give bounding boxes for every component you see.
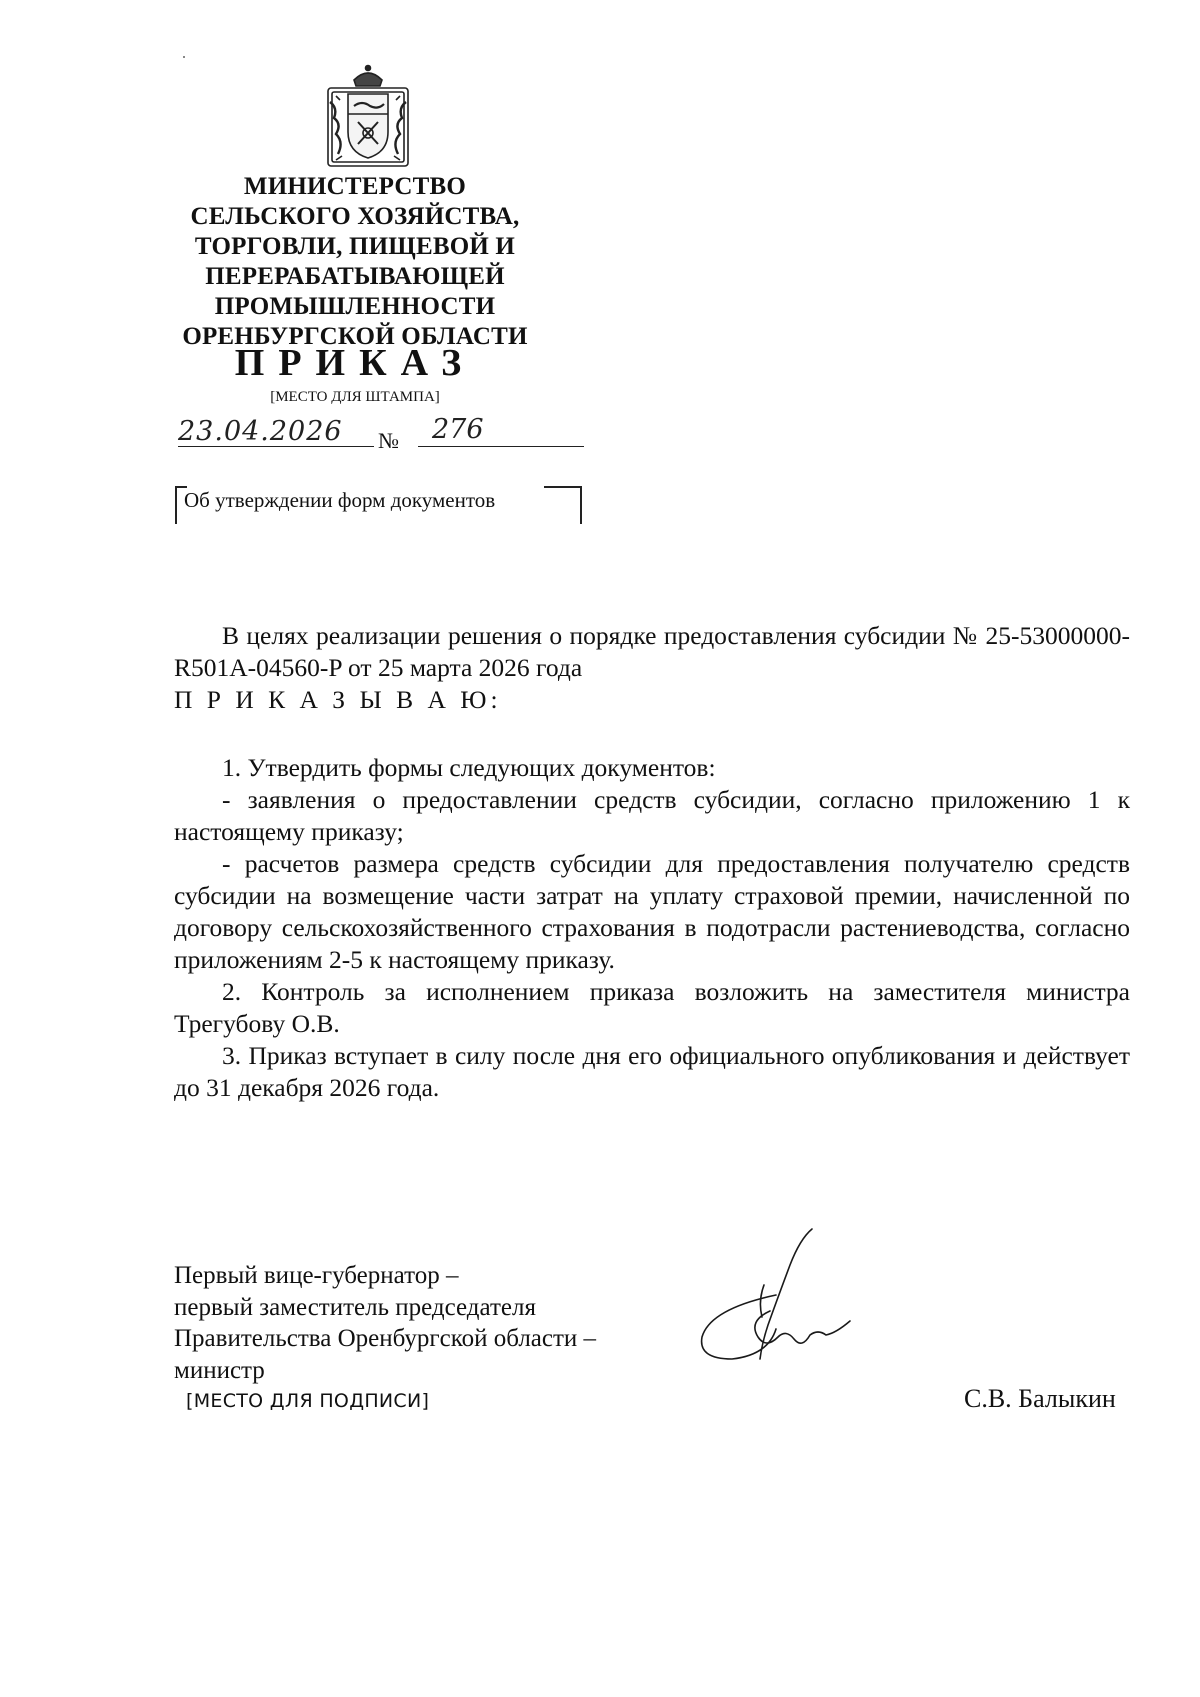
ministry-line: ОРЕНБУРГСКОЙ ОБЛАСТИ bbox=[182, 323, 528, 350]
signature-placeholder: [МЕСТО ДЛЯ ПОДПИСИ] bbox=[186, 1390, 430, 1412]
signer-name: С.В. Балыкин bbox=[964, 1384, 1116, 1413]
scan-speck bbox=[183, 56, 185, 58]
signatory-position bbox=[174, 1260, 596, 1386]
position-line: министр bbox=[174, 1356, 265, 1384]
position-line: первый заместитель председателя bbox=[174, 1293, 536, 1321]
order-item: 3. Приказ вступает в силу после дня его официального опубликования и действует до 31 декабря 2026 года. bbox=[174, 1041, 1130, 1102]
document-type-title: ПРИКАЗ bbox=[234, 342, 476, 384]
ministry-line: ПРОМЫШЛЕННОСТИ bbox=[214, 293, 496, 320]
ministry-line: МИНИСТЕРСТВО bbox=[243, 173, 467, 200]
order-item: - расчетов размера средств субсидии для предоставления получателю средств субсидии на возмещение части затрат на уплату страховой премии, начисленной по договору сельскохозяйственного страхования в подотрасли растениеводства, согласно приложениям 2-5 к настоящему приказу. bbox=[174, 849, 1130, 974]
document-subject: Об утверждении форм документов bbox=[184, 488, 496, 512]
document-number: 276 bbox=[432, 414, 484, 445]
order-item: - заявления о предоставлении средств субсидии, согласно приложению 1 к настоящему приказу; bbox=[174, 785, 1130, 846]
number-underline bbox=[418, 446, 584, 447]
ministry-name bbox=[150, 172, 560, 352]
stamp-placeholder: [МЕСТО ДЛЯ ШТАМПА] bbox=[270, 389, 440, 405]
number-sign: № bbox=[378, 428, 399, 453]
ministry-line: ПЕРЕРАБАТЫВАЮЩЕЙ bbox=[205, 263, 505, 290]
order-item: 1. Утвердить формы следующих документов: bbox=[222, 753, 716, 782]
document-date: 23.04.2026 bbox=[178, 416, 343, 447]
document-body bbox=[174, 620, 1130, 1104]
preamble-paragraph: В целях реализации решения о порядке предоставления субсидии № 25-53000000-R501A-04560-P от 25 марта 2026 года bbox=[174, 621, 1130, 682]
ministry-line: ТОРГОВЛИ, ПИЩЕВОЙ И bbox=[194, 233, 516, 260]
position-line: Первый вице-губернатор – bbox=[174, 1262, 459, 1289]
date-underline bbox=[178, 446, 374, 447]
ministry-line: СЕЛЬСКОГО ХОЗЯЙСТВА, bbox=[190, 203, 520, 230]
order-word: П Р И К А З Ы В А Ю: bbox=[174, 685, 502, 714]
handwritten-signature-icon bbox=[650, 1225, 860, 1385]
order-item: 2. Контроль за исполнением приказа возложить на заместителя министра Трегубову О.В. bbox=[174, 977, 1130, 1038]
coat-of-arms-icon bbox=[318, 62, 418, 172]
position-line: Правительства Оренбургской области – bbox=[174, 1325, 597, 1352]
subject-bracket-right bbox=[544, 486, 582, 524]
